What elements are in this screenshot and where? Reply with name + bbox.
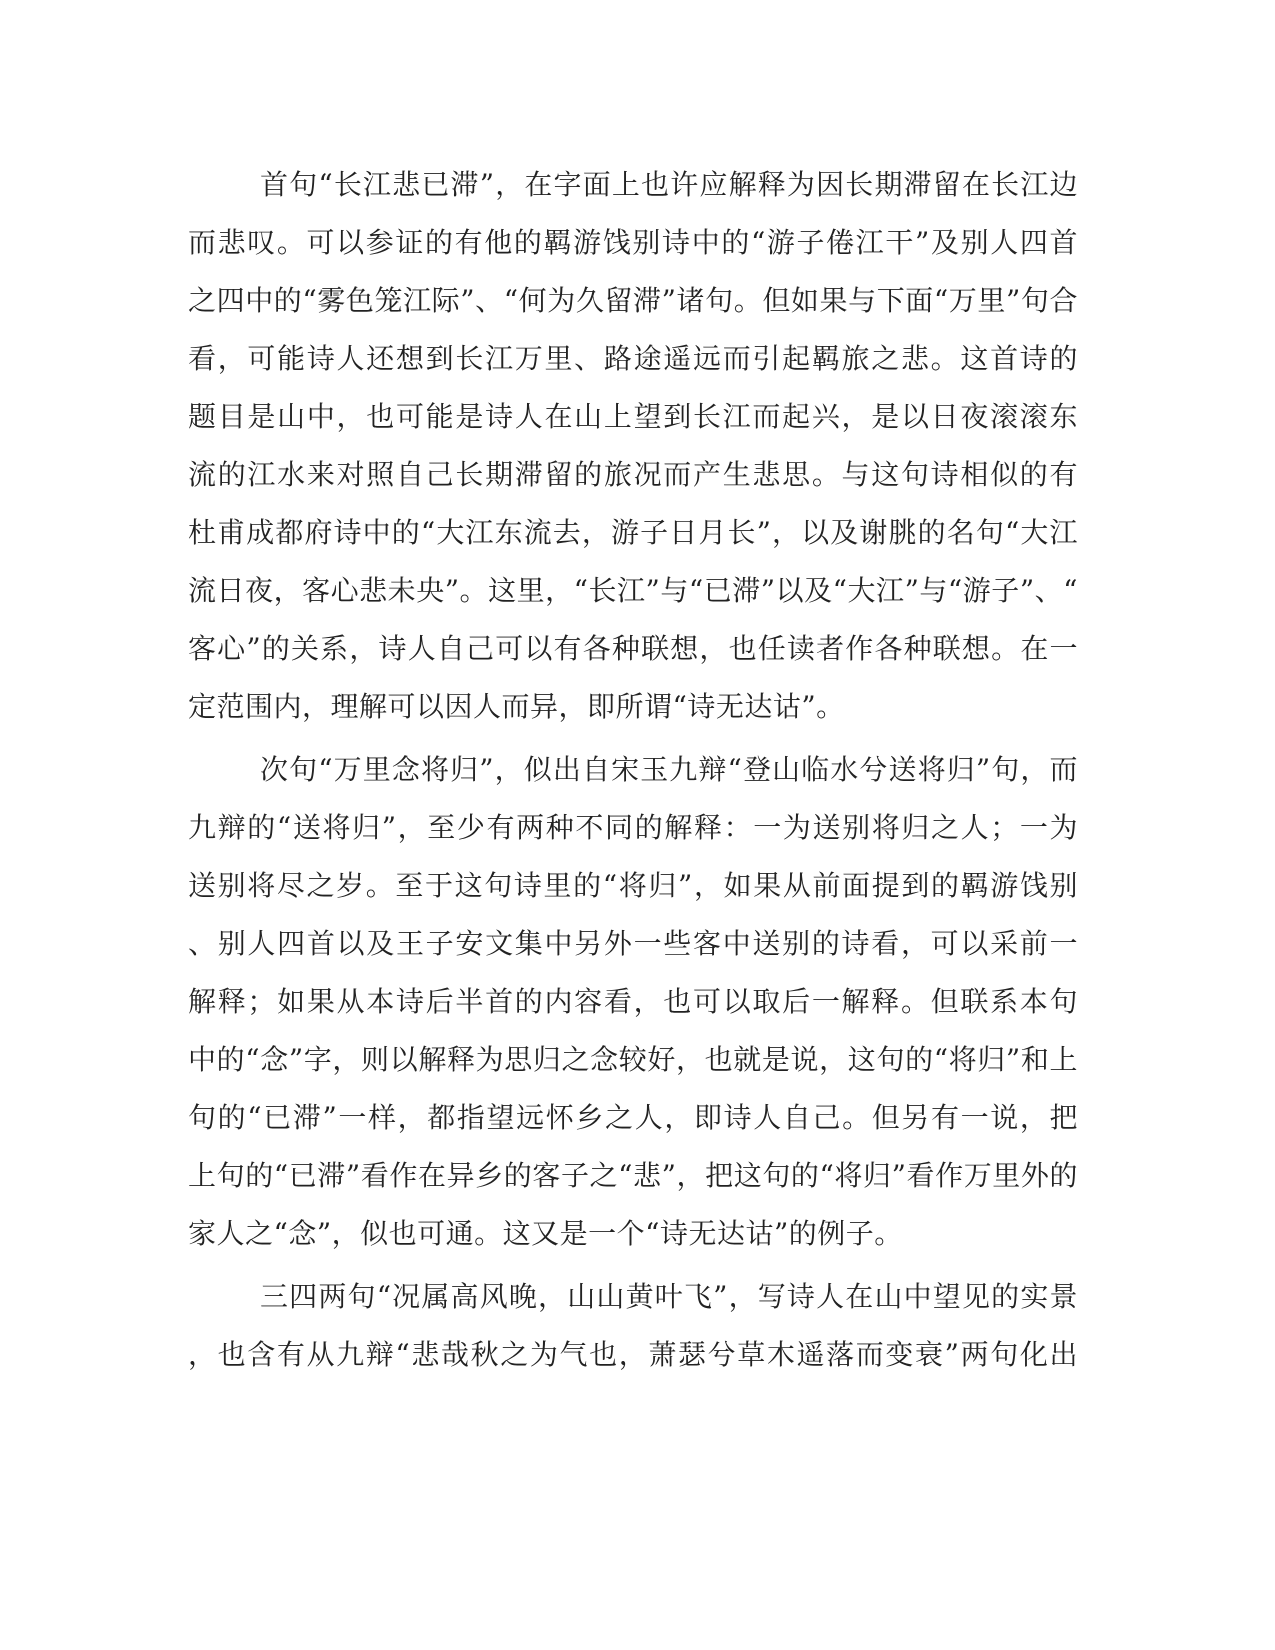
paragraph-2-line-8: 上句的“已滞”看作在异乡的客子之“悲”，把这句的“将归”看作万里外的 [188,1159,1078,1192]
paragraph-1-line-8: 流日夜，客心悲未央”。这里，“长江”与“已滞”以及“大江”与“游子”、“ [188,574,1078,607]
paragraph-3-line-1: 三四两句“况属高风晚，山山黄叶飞”，写诗人在山中望见的实景 [260,1280,1078,1313]
paragraph-2-line-1: 次句“万里念将归”，似出自宋玉九辩“登山临水兮送将归”句，而 [260,753,1078,786]
paragraph-2-line-6: 中的“念”字，则以解释为思归之念较好，也就是说，这句的“将归”和上 [188,1043,1078,1076]
paragraph-2-line-7: 句的“已滞”一样，都指望远怀乡之人，即诗人自己。但另有一说，把 [188,1101,1078,1134]
paragraph-1-line-9: 客心”的关系，诗人自己可以有各种联想，也任读者作各种联想。在一 [188,632,1078,665]
paragraph-1-line-5: 题目是山中，也可能是诗人在山上望到长江而起兴，是以日夜滚滚东 [188,400,1078,433]
paragraph-2-line-3: 送别将尽之岁。至于这句诗里的“将归”，如果从前面提到的羁游饯别 [188,869,1078,902]
paragraph-1-line-6: 流的江水来对照自己长期滞留的旅况而产生悲思。与这句诗相似的有 [188,458,1078,491]
paragraph-2-line-2: 九辩的“送将归”，至少有两种不同的解释：一为送别将归之人；一为 [188,811,1078,844]
paragraph-1-line-3: 之四中的“雾色笼江际”、“何为久留滞”诸句。但如果与下面“万里”句合 [188,284,1078,317]
paragraph-2-line-5: 解释；如果从本诗后半首的内容看，也可以取后一解释。但联系本句 [188,985,1078,1018]
paragraph-2-line-4: 、别人四首以及王子安文集中另外一些客中送别的诗看，可以采前一 [188,927,1078,960]
paragraph-1-line-10: 定范围内，理解可以因人而异，即所谓“诗无达诂”。 [188,690,845,723]
paragraph-3-line-2: ，也含有从九辩“悲哉秋之为气也，萧瑟兮草木遥落而变衰”两句化出 [188,1338,1078,1371]
paragraph-1-line-1: 首句“长江悲已滞”，在字面上也许应解释为因长期滞留在长江边 [260,168,1078,201]
paragraph-1-line-2: 而悲叹。可以参证的有他的羁游饯别诗中的“游子倦江干”及别人四首 [188,226,1078,259]
paragraph-2-line-9: 家人之“念”，似也可通。这又是一个“诗无达诂”的例子。 [188,1217,903,1250]
paragraph-1-line-4: 看，可能诗人还想到长江万里、路途遥远而引起羁旅之悲。这首诗的 [188,342,1078,375]
paragraph-1-line-7: 杜甫成都府诗中的“大江东流去，游子日月长”，以及谢朓的名句“大江 [188,516,1078,549]
